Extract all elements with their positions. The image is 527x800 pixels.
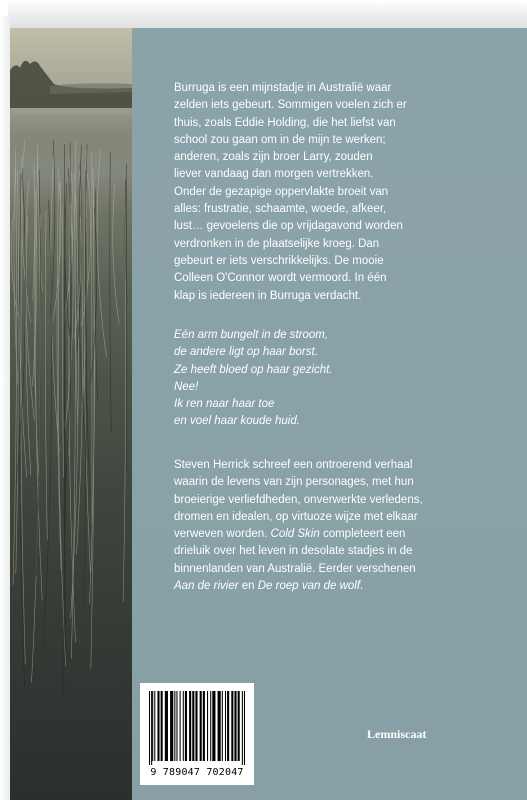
- barcode-bar: [203, 691, 205, 761]
- book-title-aan-de-rivier: Aan de rivier: [174, 580, 239, 593]
- synopsis-line: verdronken in de plaatselijke kroeg. Dan: [174, 237, 380, 250]
- author-line: waarin de levens van zijn personages, met hun: [174, 476, 414, 489]
- reed-stroke: [26, 217, 31, 475]
- author-line-text: en: [238, 580, 258, 593]
- barcode-bar: [225, 691, 226, 761]
- barcode-bar: [222, 691, 223, 761]
- synopsis-line: zelden iets gebeurt. Sommigen voelen zich er: [174, 99, 407, 112]
- barcode-bar: [185, 691, 187, 761]
- barcode-bar: [244, 691, 245, 765]
- barcode-bar: [180, 691, 181, 761]
- reed-stroke: [97, 149, 106, 357]
- poem-line: Ze heeft bloed op haar gezicht.: [174, 363, 333, 376]
- synopsis-line: liever vandaag dan morgen vertrekken.: [174, 168, 374, 181]
- synopsis-line: lust… gevoelens die op vrijdagavond worden: [174, 220, 403, 233]
- misty-lake-reeds-photo: [10, 28, 132, 800]
- author-line-text: .: [360, 580, 364, 593]
- isbn-number: 9 789047 702047: [150, 767, 244, 778]
- reed-stroke: [45, 211, 47, 540]
- publisher-logo: Lemniscaat: [367, 727, 427, 741]
- book-title-de-roep-van-de-wolf: De roep van de wolf: [257, 580, 361, 593]
- poem-line: Eén arm bungelt in de stroom,: [174, 329, 329, 341]
- author-line: Steven Herrick schreef een ontroerend verhaal: [174, 459, 413, 471]
- synopsis-line: anderen, zoals zijn broer Larry, zouden: [174, 151, 373, 164]
- barcode-bar: [176, 691, 177, 761]
- synopsis-line: Onder de gezapige oppervlakte broeit van: [174, 185, 389, 198]
- barcode-bar: [157, 691, 159, 761]
- synopsis-line: Burruga is een mijnstadje in Australië waar: [174, 82, 392, 94]
- barcode-bar: [218, 691, 221, 761]
- reed-stroke: [43, 199, 52, 648]
- barcode-bar: [195, 691, 197, 761]
- barcode-bar: [210, 691, 211, 761]
- reed-stroke: [62, 205, 63, 477]
- synopsis-line: thuis, zoals Eddie Holding, die het liefst van: [174, 116, 396, 129]
- author-line: broeierige verliefdheden, onverwerkte verledens,: [174, 493, 423, 506]
- synopsis-paragraph: [174, 80, 494, 305]
- cover-photo: [10, 28, 132, 800]
- author-line-text: verweven worden.: [174, 528, 271, 541]
- barcode-bar: [152, 691, 153, 761]
- reed-stroke: [110, 152, 112, 432]
- poem-excerpt: [174, 327, 494, 431]
- barcode-bar: [200, 691, 202, 761]
- author-line-text: completeert een: [319, 528, 406, 541]
- author-line: dromen en idealen, op virtuoze wijze met elkaar: [174, 510, 418, 523]
- barcode-bar: [174, 691, 175, 761]
- barcode-bar: [242, 691, 243, 765]
- reed-stroke: [71, 174, 75, 659]
- author-line: [174, 578, 494, 595]
- poem-line: en voel haar koude huid.: [174, 415, 300, 428]
- barcode-bar: [154, 691, 155, 761]
- barcode-bar: [183, 691, 184, 761]
- barcode-bar: [189, 691, 191, 761]
- author-paragraph: [174, 457, 494, 595]
- poem-line: de andere ligt op haar borst.: [174, 346, 318, 359]
- poem-line: Ik ren naar haar toe: [174, 398, 275, 411]
- synopsis-line: school zou gaan om in de mijn te werken;: [174, 133, 386, 146]
- barcode-bar: [151, 691, 152, 765]
- synopsis-line: klap is iedereen in Burruga verdacht.: [174, 289, 362, 302]
- author-line: drieluik over het leven in desolate stadjes in de: [174, 545, 413, 558]
- barcode-bar: [170, 691, 173, 761]
- barcode-bar: [212, 691, 215, 761]
- barcode-bar: [207, 691, 208, 761]
- barcode-bar: [231, 691, 233, 761]
- author-line: binnenlanden van Australië. Eerder verschenen: [174, 562, 416, 575]
- isbn-barcode: [140, 683, 254, 785]
- page-edge-left: [0, 16, 10, 800]
- barcode-bar: [227, 691, 229, 761]
- book-title-cold-skin: Cold Skin: [270, 528, 320, 541]
- barcode-bar: [165, 691, 168, 761]
- barcode-bar: [234, 691, 236, 761]
- page-edge-top: [8, 0, 527, 28]
- barcode-bar: [192, 691, 194, 761]
- author-line: [174, 526, 494, 543]
- synopsis-line: gebeurt er iets verschrikkelijks. De mooie: [174, 254, 384, 267]
- reed-stroke: [113, 184, 119, 324]
- barcode-bars: [149, 691, 245, 765]
- barcode-bar: [161, 691, 163, 761]
- barcode-bar: [238, 691, 240, 761]
- barcode-bar: [149, 691, 150, 765]
- synopsis-line: alles: frustratie, schaamte, woede, afkeer,: [174, 203, 387, 216]
- reed-stroke: [91, 178, 94, 669]
- synopsis-line: Colleen O'Connor wordt vermoord. In één: [174, 272, 387, 285]
- poem-line: Nee!: [174, 380, 199, 393]
